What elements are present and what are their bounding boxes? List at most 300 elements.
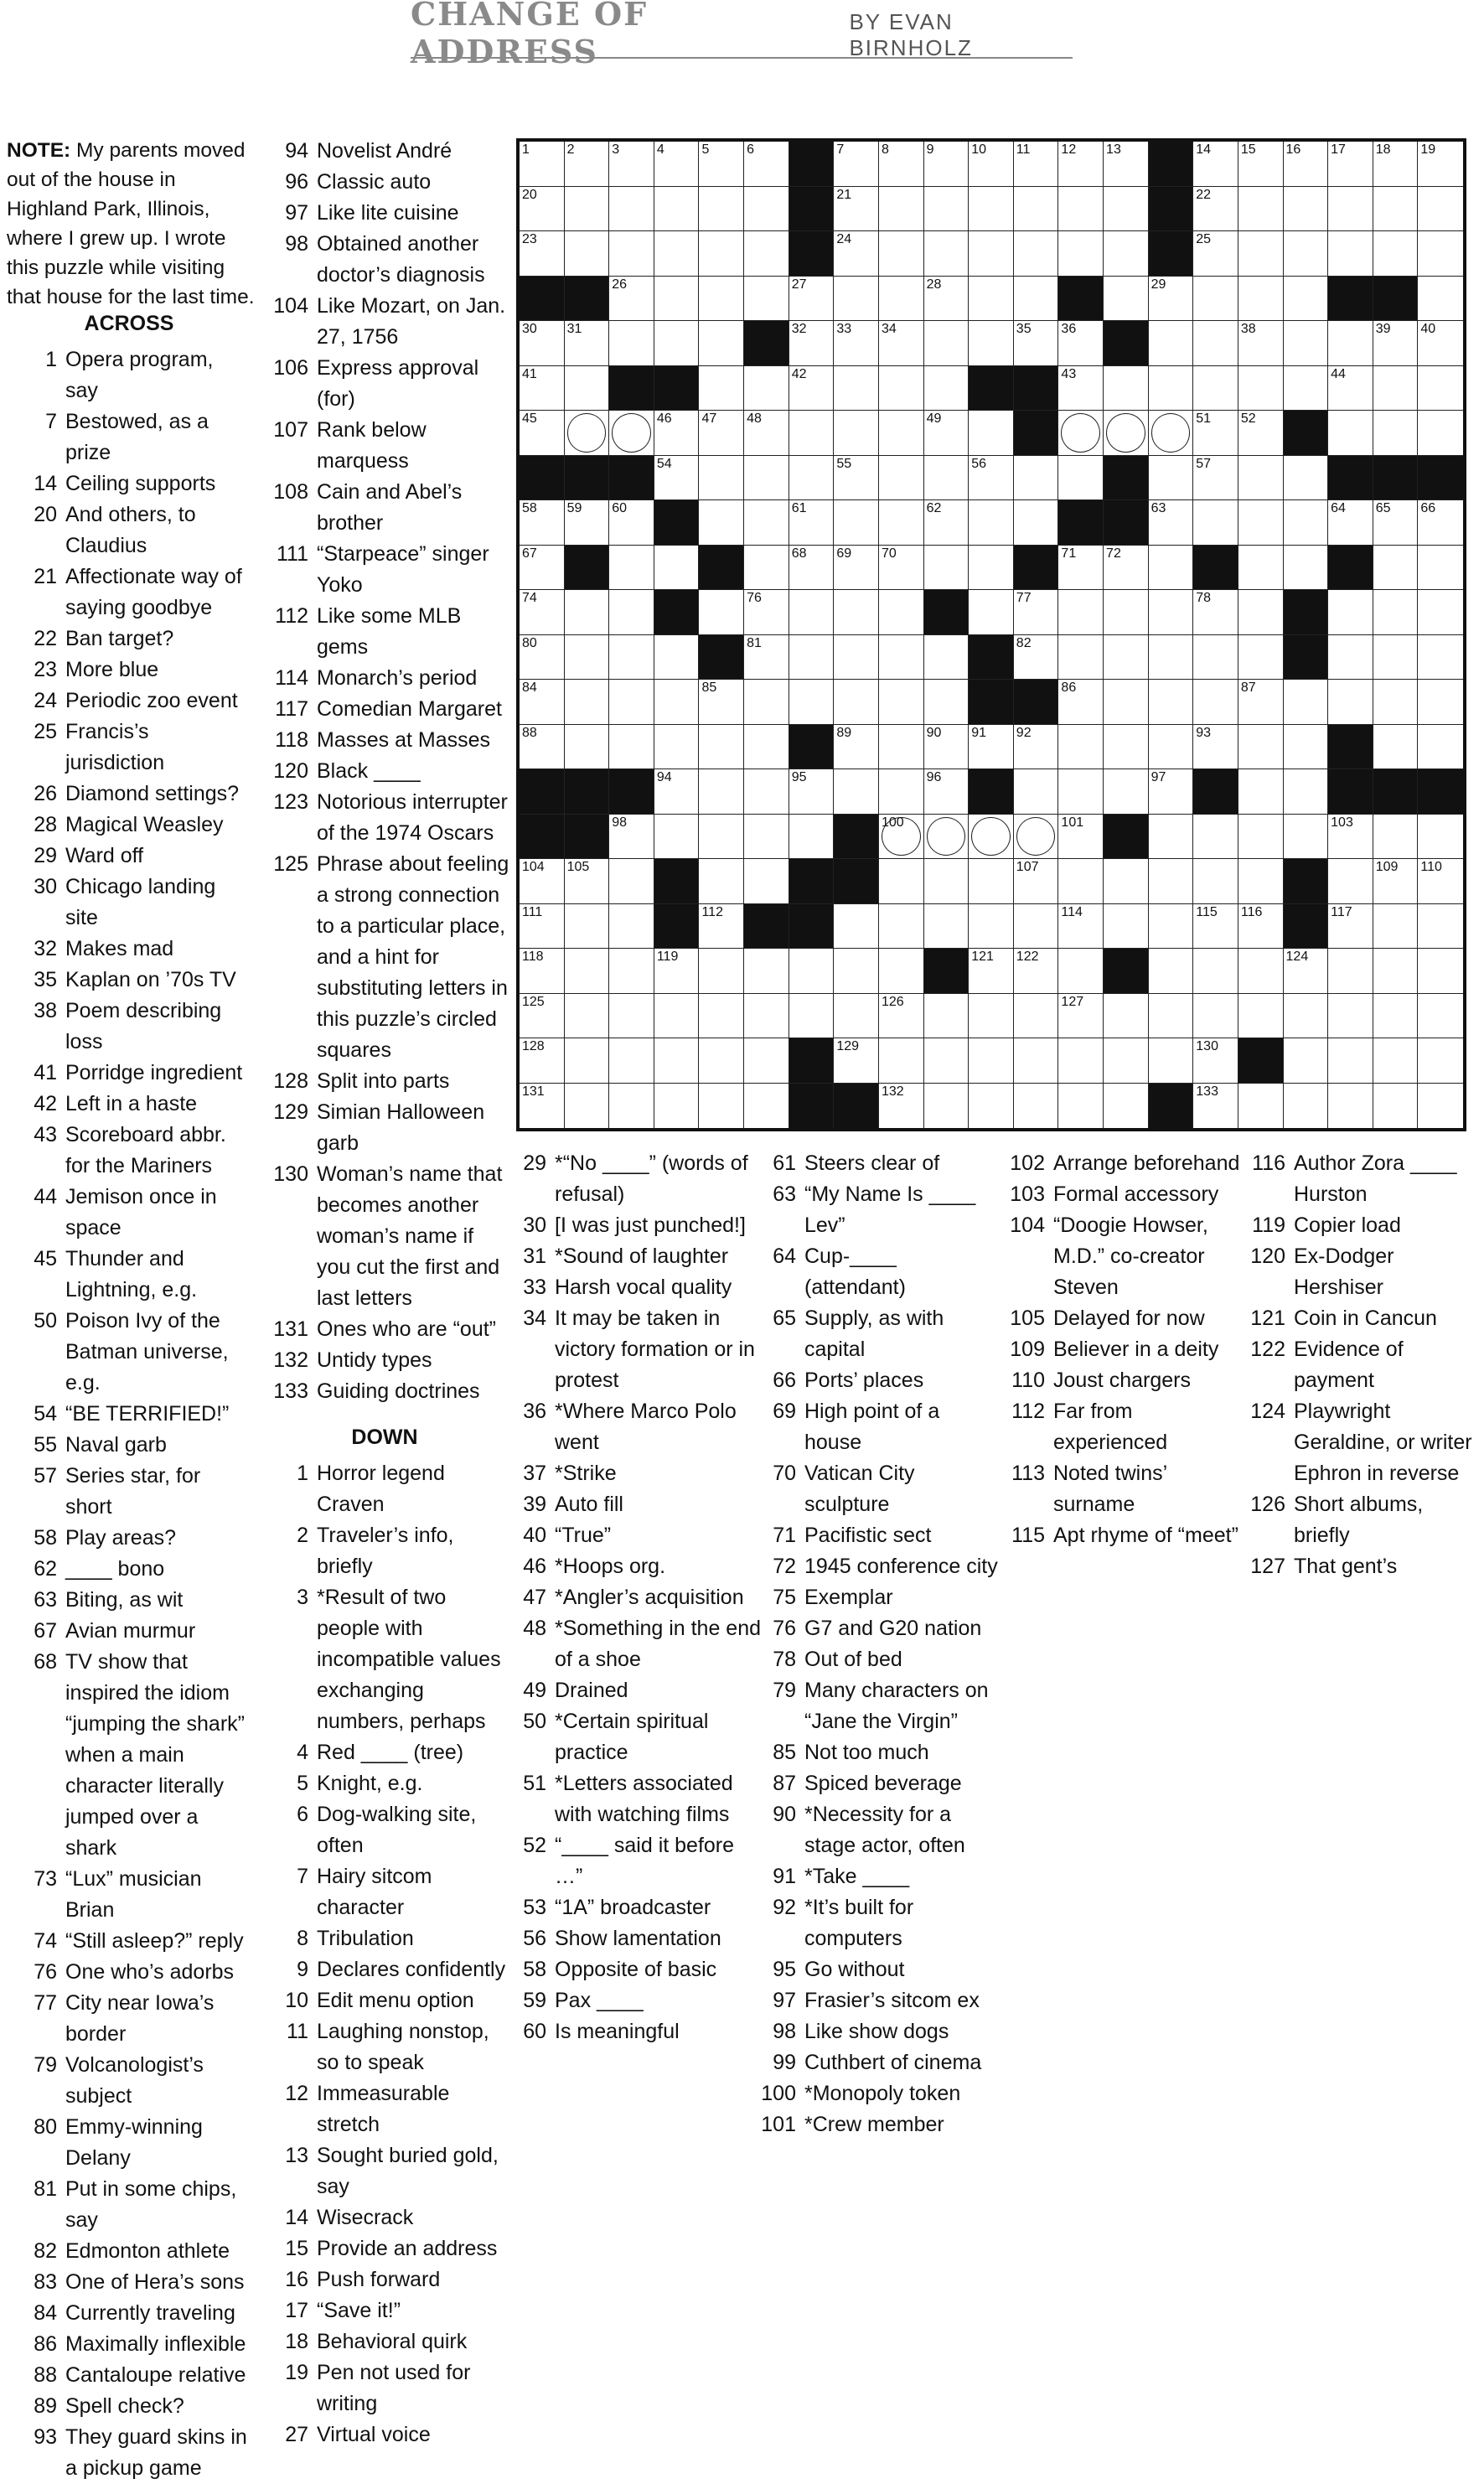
grid-cell[interactable] [565,1084,610,1129]
grid-cell[interactable] [924,366,970,411]
grid-cell[interactable] [654,411,700,456]
grid-cell[interactable] [1193,231,1238,277]
grid-cell[interactable] [609,904,654,950]
grid-cell[interactable] [969,231,1014,277]
grid-cell[interactable] [520,590,565,635]
grid-cell[interactable] [1328,590,1373,635]
grid-cell[interactable] [609,142,654,187]
grid-cell[interactable] [520,949,565,994]
grid-cell[interactable] [1284,1084,1329,1129]
grid-cell[interactable] [1104,590,1149,635]
grid-cell[interactable] [1418,546,1463,591]
grid-cell[interactable] [1238,456,1284,501]
grid-cell[interactable] [1058,769,1104,815]
grid-cell[interactable] [520,546,565,591]
grid-cell[interactable] [565,366,610,411]
grid-cell[interactable] [834,411,879,456]
grid-cell[interactable] [1058,859,1104,904]
grid-cell[interactable] [699,815,744,860]
grid-cell[interactable] [1328,231,1373,277]
grid-cell[interactable] [520,680,565,725]
grid-cell[interactable] [969,725,1014,770]
grid-cell[interactable] [1284,546,1329,591]
grid-cell[interactable] [1238,1084,1284,1129]
grid-cell[interactable] [879,904,924,950]
grid-cell[interactable] [1284,994,1329,1039]
grid-cell[interactable] [1058,321,1104,366]
grid-cell[interactable] [1104,904,1149,950]
grid-cell[interactable] [924,231,970,277]
grid-cell[interactable] [1418,1038,1463,1084]
grid-cell[interactable] [1104,411,1149,456]
grid-cell[interactable] [879,859,924,904]
grid-cell[interactable] [654,725,700,770]
grid-cell[interactable] [1284,366,1329,411]
crossword-grid[interactable] [516,138,1466,1131]
grid-cell[interactable] [1373,411,1419,456]
grid-cell[interactable] [744,500,789,546]
grid-cell[interactable] [1238,949,1284,994]
grid-cell[interactable] [789,590,835,635]
grid-cell[interactable] [789,680,835,725]
grid-cell[interactable] [565,321,610,366]
grid-cell[interactable] [879,366,924,411]
grid-cell[interactable] [1238,366,1284,411]
grid-cell[interactable] [1149,635,1194,681]
grid-cell[interactable] [1149,500,1194,546]
grid-cell[interactable] [1193,949,1238,994]
grid-cell[interactable] [699,456,744,501]
grid-cell[interactable] [1104,680,1149,725]
grid-cell[interactable] [1193,994,1238,1039]
grid-cell[interactable] [609,680,654,725]
grid-cell[interactable] [1238,546,1284,591]
grid-cell[interactable] [520,142,565,187]
grid-cell[interactable] [879,142,924,187]
grid-cell[interactable] [1058,815,1104,860]
grid-cell[interactable] [565,411,610,456]
grid-cell[interactable] [520,187,565,232]
grid-cell[interactable] [1193,277,1238,322]
grid-cell[interactable] [520,859,565,904]
grid-cell[interactable] [699,680,744,725]
grid-cell[interactable] [744,411,789,456]
grid-cell[interactable] [699,500,744,546]
grid-cell[interactable] [1238,994,1284,1039]
grid-cell[interactable] [1284,949,1329,994]
grid-cell[interactable] [654,769,700,815]
grid-cell[interactable] [1149,321,1194,366]
grid-cell[interactable] [699,1038,744,1084]
grid-cell[interactable] [1149,411,1194,456]
grid-cell[interactable] [699,769,744,815]
grid-cell[interactable] [699,231,744,277]
grid-cell[interactable] [924,635,970,681]
grid-cell[interactable] [1284,1038,1329,1084]
grid-cell[interactable] [1149,769,1194,815]
grid-cell[interactable] [1238,500,1284,546]
grid-cell[interactable] [1104,366,1149,411]
grid-cell[interactable] [744,725,789,770]
grid-cell[interactable] [1058,546,1104,591]
grid-cell[interactable] [1238,187,1284,232]
grid-cell[interactable] [879,680,924,725]
grid-cell[interactable] [1058,187,1104,232]
grid-cell[interactable] [789,635,835,681]
grid-cell[interactable] [1373,231,1419,277]
grid-cell[interactable] [520,635,565,681]
grid-cell[interactable] [1418,904,1463,950]
grid-cell[interactable] [1014,904,1059,950]
grid-cell[interactable] [1373,1038,1419,1084]
grid-cell[interactable] [699,859,744,904]
grid-cell[interactable] [1418,815,1463,860]
grid-cell[interactable] [565,635,610,681]
grid-cell[interactable] [565,1038,610,1084]
grid-cell[interactable] [924,411,970,456]
grid-cell[interactable] [834,366,879,411]
grid-cell[interactable] [1193,411,1238,456]
grid-cell[interactable] [1014,231,1059,277]
grid-cell[interactable] [834,725,879,770]
grid-cell[interactable] [1014,1038,1059,1084]
grid-cell[interactable] [1284,680,1329,725]
grid-cell[interactable] [1238,859,1284,904]
grid-cell[interactable] [520,411,565,456]
grid-cell[interactable] [879,456,924,501]
grid-cell[interactable] [1373,590,1419,635]
grid-cell[interactable] [1193,590,1238,635]
grid-cell[interactable] [969,187,1014,232]
grid-cell[interactable] [879,277,924,322]
grid-cell[interactable] [609,277,654,322]
grid-cell[interactable] [609,859,654,904]
grid-cell[interactable] [1104,725,1149,770]
grid-cell[interactable] [1418,231,1463,277]
grid-cell[interactable] [654,456,700,501]
grid-cell[interactable] [1014,635,1059,681]
grid-cell[interactable] [520,366,565,411]
grid-cell[interactable] [1193,680,1238,725]
grid-cell[interactable] [834,635,879,681]
grid-cell[interactable] [1014,1084,1059,1129]
grid-cell[interactable] [1058,590,1104,635]
grid-cell[interactable] [654,680,700,725]
grid-cell[interactable] [1373,366,1419,411]
grid-cell[interactable] [1328,500,1373,546]
grid-cell[interactable] [609,500,654,546]
grid-cell[interactable] [1149,725,1194,770]
grid-cell[interactable] [1058,411,1104,456]
grid-cell[interactable] [879,635,924,681]
grid-cell[interactable] [565,231,610,277]
grid-cell[interactable] [789,949,835,994]
grid-cell[interactable] [565,859,610,904]
grid-cell[interactable] [969,500,1014,546]
grid-cell[interactable] [879,590,924,635]
grid-cell[interactable] [789,366,835,411]
grid-cell[interactable] [744,142,789,187]
grid-cell[interactable] [699,1084,744,1129]
grid-cell[interactable] [1373,635,1419,681]
grid-cell[interactable] [1149,277,1194,322]
grid-cell[interactable] [969,277,1014,322]
grid-cell[interactable] [1193,859,1238,904]
grid-cell[interactable] [969,1038,1014,1084]
grid-cell[interactable] [1014,815,1059,860]
grid-cell[interactable] [1328,949,1373,994]
grid-cell[interactable] [969,949,1014,994]
grid-cell[interactable] [654,815,700,860]
grid-cell[interactable] [924,1084,970,1129]
grid-cell[interactable] [565,500,610,546]
grid-cell[interactable] [654,546,700,591]
grid-cell[interactable] [1328,366,1373,411]
grid-cell[interactable] [1104,1038,1149,1084]
grid-cell[interactable] [1193,500,1238,546]
grid-cell[interactable] [520,321,565,366]
grid-cell[interactable] [1284,277,1329,322]
grid-cell[interactable] [834,769,879,815]
grid-cell[interactable] [879,231,924,277]
grid-cell[interactable] [520,1038,565,1084]
grid-cell[interactable] [879,321,924,366]
grid-cell[interactable] [1284,769,1329,815]
grid-cell[interactable] [1418,949,1463,994]
grid-cell[interactable] [744,366,789,411]
grid-cell[interactable] [834,546,879,591]
grid-cell[interactable] [924,815,970,860]
grid-cell[interactable] [1373,725,1419,770]
grid-cell[interactable] [1014,500,1059,546]
grid-cell[interactable] [1104,1084,1149,1129]
grid-cell[interactable] [1284,815,1329,860]
grid-cell[interactable] [744,231,789,277]
grid-cell[interactable] [879,1038,924,1084]
grid-cell[interactable] [1058,1084,1104,1129]
grid-cell[interactable] [1104,142,1149,187]
grid-cell[interactable] [924,321,970,366]
grid-cell[interactable] [565,994,610,1039]
grid-cell[interactable] [1149,904,1194,950]
grid-cell[interactable] [1418,680,1463,725]
grid-cell[interactable] [654,635,700,681]
grid-cell[interactable] [1373,546,1419,591]
grid-cell[interactable] [924,859,970,904]
grid-cell[interactable] [1284,187,1329,232]
grid-cell[interactable] [789,321,835,366]
grid-cell[interactable] [1193,321,1238,366]
grid-cell[interactable] [1284,456,1329,501]
grid-cell[interactable] [969,546,1014,591]
grid-cell[interactable] [879,546,924,591]
grid-cell[interactable] [609,231,654,277]
grid-cell[interactable] [1238,769,1284,815]
grid-cell[interactable] [879,500,924,546]
grid-cell[interactable] [834,904,879,950]
grid-cell[interactable] [1418,411,1463,456]
grid-cell[interactable] [1238,904,1284,950]
grid-cell[interactable] [654,949,700,994]
grid-cell[interactable] [969,411,1014,456]
grid-cell[interactable] [789,994,835,1039]
grid-cell[interactable] [1238,231,1284,277]
grid-cell[interactable] [879,411,924,456]
grid-cell[interactable] [1193,187,1238,232]
grid-cell[interactable] [924,456,970,501]
grid-cell[interactable] [924,142,970,187]
grid-cell[interactable] [744,859,789,904]
grid-cell[interactable] [699,411,744,456]
grid-cell[interactable] [609,187,654,232]
grid-cell[interactable] [1238,590,1284,635]
grid-cell[interactable] [1149,456,1194,501]
grid-cell[interactable] [744,949,789,994]
grid-cell[interactable] [1058,142,1104,187]
grid-cell[interactable] [1328,680,1373,725]
grid-cell[interactable] [924,994,970,1039]
grid-cell[interactable] [609,1038,654,1084]
grid-cell[interactable] [609,949,654,994]
grid-cell[interactable] [969,815,1014,860]
grid-cell[interactable] [1058,366,1104,411]
grid-cell[interactable] [565,187,610,232]
grid-cell[interactable] [1104,546,1149,591]
grid-cell[interactable] [520,231,565,277]
grid-cell[interactable] [1328,1038,1373,1084]
grid-cell[interactable] [834,277,879,322]
grid-cell[interactable] [1149,366,1194,411]
grid-cell[interactable] [1193,725,1238,770]
grid-cell[interactable] [1373,949,1419,994]
grid-cell[interactable] [1014,590,1059,635]
grid-cell[interactable] [1328,142,1373,187]
grid-cell[interactable] [1014,994,1059,1039]
grid-cell[interactable] [654,994,700,1039]
grid-cell[interactable] [1014,456,1059,501]
grid-cell[interactable] [1058,949,1104,994]
grid-cell[interactable] [969,904,1014,950]
grid-cell[interactable] [1373,1084,1419,1129]
grid-cell[interactable] [1014,769,1059,815]
grid-cell[interactable] [744,590,789,635]
grid-cell[interactable] [1058,231,1104,277]
grid-cell[interactable] [699,590,744,635]
grid-cell[interactable] [520,725,565,770]
grid-cell[interactable] [834,590,879,635]
grid-cell[interactable] [744,815,789,860]
grid-cell[interactable] [699,949,744,994]
grid-cell[interactable] [924,277,970,322]
grid-cell[interactable] [1238,411,1284,456]
grid-cell[interactable] [879,187,924,232]
grid-cell[interactable] [1238,815,1284,860]
grid-cell[interactable] [924,680,970,725]
grid-cell[interactable] [834,994,879,1039]
grid-cell[interactable] [1193,1084,1238,1129]
grid-cell[interactable] [834,500,879,546]
grid-cell[interactable] [789,769,835,815]
grid-cell[interactable] [1238,321,1284,366]
grid-cell[interactable] [1014,321,1059,366]
grid-cell[interactable] [565,949,610,994]
grid-cell[interactable] [1328,411,1373,456]
grid-cell[interactable] [1284,142,1329,187]
grid-cell[interactable] [1418,725,1463,770]
grid-cell[interactable] [1058,680,1104,725]
grid-cell[interactable] [744,1038,789,1084]
grid-cell[interactable] [654,187,700,232]
grid-cell[interactable] [1058,635,1104,681]
grid-cell[interactable] [1014,949,1059,994]
grid-cell[interactable] [699,277,744,322]
grid-cell[interactable] [1149,546,1194,591]
grid-cell[interactable] [1104,231,1149,277]
grid-cell[interactable] [609,546,654,591]
grid-cell[interactable] [654,1084,700,1129]
grid-cell[interactable] [924,769,970,815]
grid-cell[interactable] [1328,859,1373,904]
grid-cell[interactable] [699,904,744,950]
grid-cell[interactable] [1373,680,1419,725]
grid-cell[interactable] [654,231,700,277]
grid-cell[interactable] [1104,769,1149,815]
grid-cell[interactable] [1238,635,1284,681]
grid-cell[interactable] [1104,994,1149,1039]
grid-cell[interactable] [834,949,879,994]
grid-cell[interactable] [609,635,654,681]
grid-cell[interactable] [1418,859,1463,904]
grid-cell[interactable] [699,725,744,770]
grid-cell[interactable] [699,994,744,1039]
grid-cell[interactable] [1238,680,1284,725]
grid-cell[interactable] [1014,725,1059,770]
grid-cell[interactable] [565,904,610,950]
grid-cell[interactable] [699,321,744,366]
grid-cell[interactable] [609,321,654,366]
grid-cell[interactable] [789,456,835,501]
grid-cell[interactable] [1418,187,1463,232]
grid-cell[interactable] [1284,231,1329,277]
grid-cell[interactable] [1238,277,1284,322]
grid-cell[interactable] [834,321,879,366]
grid-cell[interactable] [969,142,1014,187]
grid-cell[interactable] [834,142,879,187]
grid-cell[interactable] [1328,635,1373,681]
grid-cell[interactable] [1373,815,1419,860]
grid-cell[interactable] [1284,500,1329,546]
grid-cell[interactable] [1373,904,1419,950]
grid-cell[interactable] [1058,994,1104,1039]
grid-cell[interactable] [879,1084,924,1129]
grid-cell[interactable] [565,680,610,725]
grid-cell[interactable] [520,904,565,950]
grid-cell[interactable] [654,1038,700,1084]
grid-cell[interactable] [1328,321,1373,366]
grid-cell[interactable] [744,1084,789,1129]
grid-cell[interactable] [834,456,879,501]
grid-cell[interactable] [1328,815,1373,860]
grid-cell[interactable] [609,1084,654,1129]
grid-cell[interactable] [1014,859,1059,904]
grid-cell[interactable] [969,590,1014,635]
grid-cell[interactable] [654,142,700,187]
grid-cell[interactable] [520,994,565,1039]
grid-cell[interactable] [969,1084,1014,1129]
grid-cell[interactable] [1014,277,1059,322]
grid-cell[interactable] [1149,590,1194,635]
grid-cell[interactable] [1418,994,1463,1039]
